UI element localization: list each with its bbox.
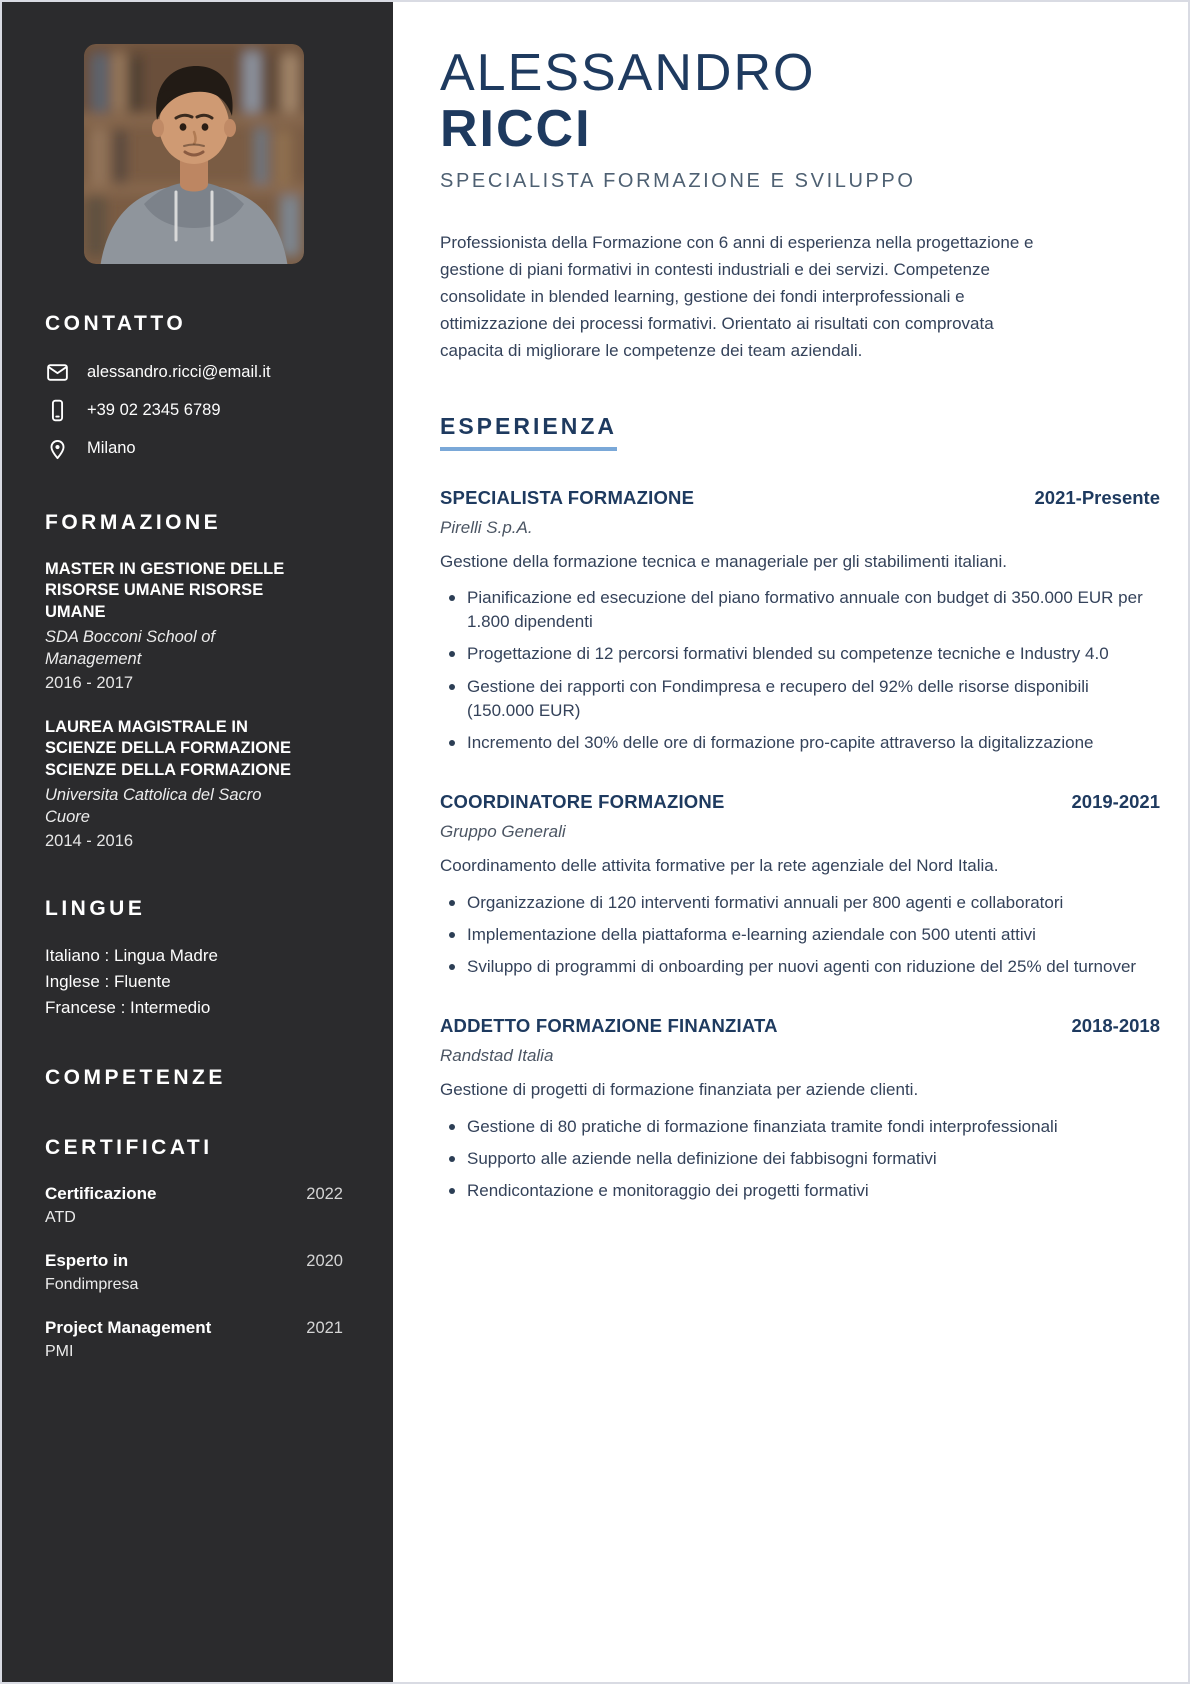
job-company: Pirelli S.p.A. — [440, 517, 533, 537]
job-bullet-list — [440, 1115, 1160, 1203]
job-bullet: Supporto alle aziende nella definizione dei fabbisogni formativi — [440, 1147, 1160, 1171]
phone-icon — [45, 398, 70, 423]
certificate-item — [45, 1184, 343, 1227]
contact-list — [45, 360, 343, 461]
candidate-name — [440, 46, 1160, 157]
profile-photo — [84, 44, 304, 264]
job-bullet-list — [440, 891, 1160, 979]
job-entry — [440, 1015, 1160, 1203]
education-section-title: FORMAZIONE — [45, 511, 222, 534]
experience-section-title: ESPERIENZA — [440, 413, 617, 451]
job-company: Randstad Italia — [440, 1045, 554, 1065]
job-description: Gestione della formazione tecnica e manageriale per gli stabilimenti italiani. — [440, 551, 1007, 571]
certificate-name: Esperto in — [45, 1250, 129, 1270]
languages-section-title: LINGUE — [45, 896, 146, 920]
candidate-first-name: ALESSANDRO — [440, 44, 816, 102]
language-item: Francese : Intermedio — [45, 998, 211, 1018]
job-period: 2021-Presente — [1034, 486, 1160, 508]
job-bullet: Organizzazione di 120 interventi formativi annuali per 800 agenti e collaboratori — [440, 891, 1160, 915]
education-degree: LAUREA MAGISTRALE IN SCIENZE DELLA FORMAZIONE SCIENZE DELLA FORMAZIONE — [45, 717, 291, 779]
education-school: Universita Cattolica del Sacro Cuore — [45, 786, 262, 826]
education-entry — [45, 717, 297, 851]
sidebar — [2, 2, 393, 1682]
contact-email-row — [45, 360, 343, 385]
job-period: 2018-2018 — [1071, 1014, 1160, 1036]
certificate-name: Project Management — [45, 1317, 212, 1337]
job-entry — [440, 487, 1160, 755]
job-title: ADDETTO FORMAZIONE FINANZIATA — [440, 1014, 778, 1036]
certificate-issuer: PMI — [45, 1342, 74, 1360]
job-bullet: Sviluppo di programmi di onboarding per nuovi agenti con riduzione del 25% del turnover — [440, 955, 1160, 979]
contact-email: alessandro.ricci@email.it — [87, 363, 271, 381]
education-school: SDA Bocconi School of Management — [45, 628, 215, 669]
job-bullet: Rendicontazione e monitoraggio dei progetti formativi — [440, 1179, 1160, 1203]
job-entry — [440, 791, 1160, 979]
education-years: 2016 - 2017 — [45, 673, 134, 692]
contact-phone: +39 02 2345 6789 — [87, 401, 221, 419]
education-degree: MASTER IN GESTIONE DELLE RISORSE UMANE RISORSE UMANE — [45, 560, 285, 621]
job-bullet: Pianificazione ed esecuzione del piano formativo annuale con budget di 350.000 EUR per 1.800 dipendenti — [440, 586, 1160, 634]
contact-section-title: CONTATTO — [45, 312, 187, 335]
job-description: Gestione di progetti di formazione finanziata per aziende clienti. — [440, 1079, 919, 1099]
job-bullet: Progettazione di 12 percorsi formativi blended su competenze tecniche e Industry 4.0 — [440, 642, 1160, 666]
job-period: 2019-2021 — [1071, 790, 1160, 812]
languages-list — [45, 943, 343, 1022]
profile-summary: Professionista della Formazione con 6 anni di esperienza nella progettazione e gestione di piani formativi in contesti industriali e dei servizi. Competenze consolidate in blended learning, gestione dei fondi interprofessionali e ottimizzazione dei processi formativi. Orientato ai risultati con comprovata capacita di migliorare le competenze dei team aziendali. — [440, 233, 1034, 360]
contact-location-row — [45, 436, 343, 461]
candidate-headline: SPECIALISTA FORMAZIONE E SVILUPPO — [440, 170, 916, 193]
job-bullet-list — [440, 586, 1160, 755]
certificate-year: 2020 — [306, 1251, 343, 1270]
language-item: Italiano : Lingua Madre — [45, 945, 218, 965]
contact-location: Milano — [87, 439, 136, 457]
job-bullet: Incremento del 30% delle ore di formazione pro-capite attraverso la digitalizzazione — [440, 731, 1160, 755]
job-bullet: Implementazione della piattaforma e-learning aziendale con 500 utenti attivi — [440, 923, 1160, 947]
language-item: Inglese : Fluente — [45, 972, 171, 992]
job-description: Coordinamento delle attivita formative per la rete agenziale del Nord Italia. — [440, 855, 999, 875]
main-content — [393, 2, 1188, 1682]
job-company: Gruppo Generali — [440, 821, 566, 841]
certificate-issuer: ATD — [45, 1208, 76, 1226]
location-pin-icon — [45, 436, 70, 461]
job-title: COORDINATORE FORMAZIONE — [440, 790, 725, 812]
job-bullet: Gestione dei rapporti con Fondimpresa e recupero del 92% delle risorse disponibili (150.000 EUR) — [440, 675, 1160, 723]
certificate-year: 2021 — [306, 1318, 343, 1337]
certificate-year: 2022 — [306, 1184, 343, 1203]
mail-icon — [45, 360, 70, 385]
job-title: SPECIALISTA FORMAZIONE — [440, 486, 695, 508]
certificate-item — [45, 1251, 343, 1294]
candidate-last-name: RICCI — [440, 99, 592, 158]
certificate-name: Certificazione — [45, 1183, 157, 1203]
certificates-section-title: CERTIFICATI — [45, 1135, 213, 1159]
education-years: 2014 - 2016 — [45, 831, 134, 850]
contact-phone-row — [45, 398, 343, 423]
education-entry — [45, 559, 297, 693]
skills-section-title: COMPETENZE — [45, 1065, 226, 1089]
certificate-issuer: Fondimpresa — [45, 1275, 139, 1293]
job-bullet: Gestione di 80 pratiche di formazione finanziata tramite fondi interprofessionali — [440, 1115, 1160, 1139]
profile-photo-illustration — [84, 44, 304, 264]
certificate-item — [45, 1318, 343, 1361]
